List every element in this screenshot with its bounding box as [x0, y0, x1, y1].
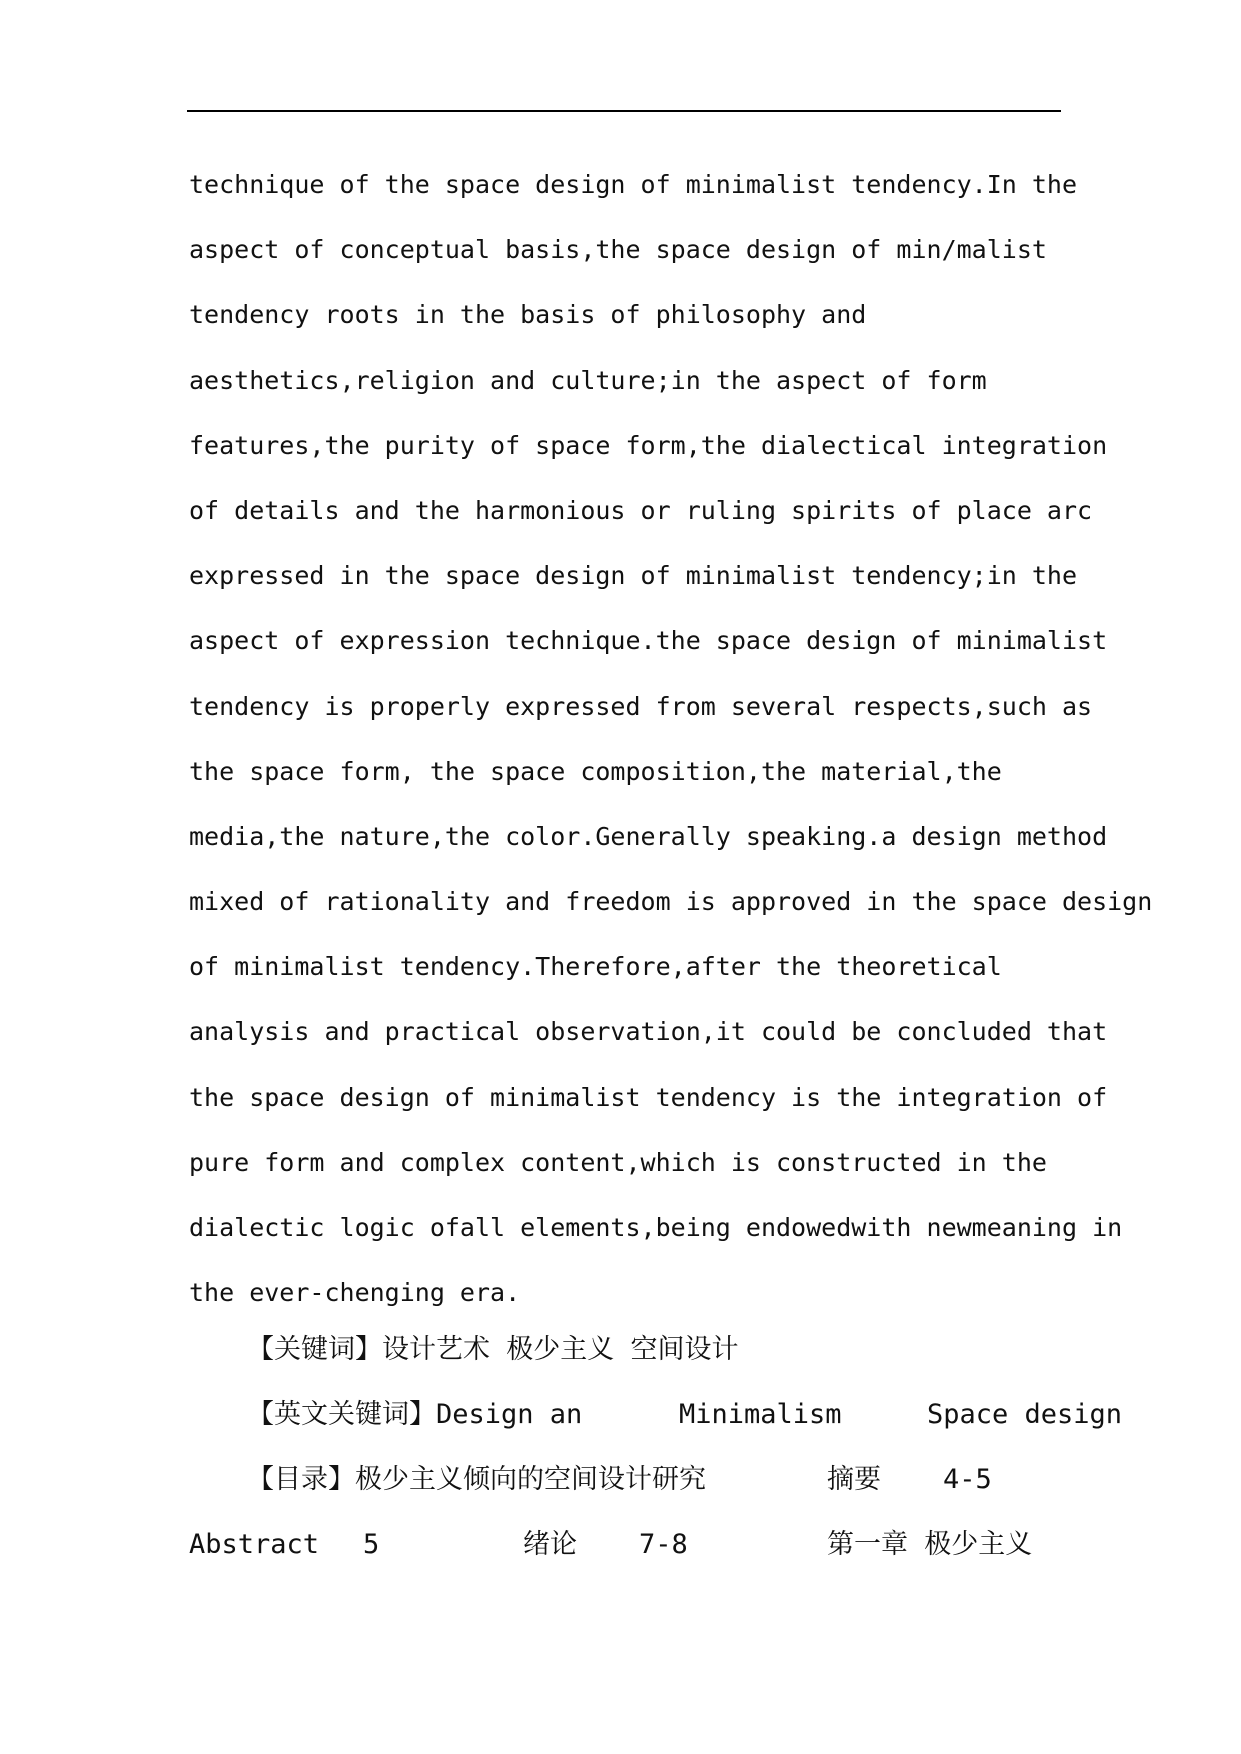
abstract-line: mixed of rationality and freedom is approved in the space design [189, 887, 1153, 917]
toc-item-pages: 4-5 [943, 1464, 992, 1495]
abstract-line: pure form and complex content,which is constructed in the [189, 1147, 1047, 1177]
keywords-line: 【关键词】设计艺术 极少主义 空间设计 [247, 1334, 739, 1365]
abstract-line: analysis and practical observation,it could be concluded that [189, 1017, 1108, 1047]
abstract-line: of details and the harmonious or ruling spirits of place arc [189, 495, 1093, 525]
abstract-line: tendency roots in the basis of philosophy and [189, 300, 867, 330]
abstract-line: the ever-chenging era. [189, 1278, 521, 1308]
abstract-line: aspect of conceptual basis,the space design of min/malist [189, 235, 1047, 265]
abstract-line: media,the nature,the color.Generally speaking.a design method [189, 821, 1108, 851]
abstract-body [189, 152, 1153, 1325]
toc-item-title: Abstract [189, 1529, 320, 1560]
header-rule [187, 110, 1061, 112]
english-keywords-label: 【英文关键词】Design an [247, 1399, 583, 1430]
abstract-line: technique of the space design of minimalist tendency.In the [189, 170, 1078, 199]
abstract-line: expressed in the space design of minimalist tendency;in the [189, 561, 1078, 591]
abstract-line: the space form, the space composition,the material,the [189, 756, 1002, 786]
abstract-line: aspect of expression technique.the space design of minimalist [189, 626, 1108, 656]
english-keyword-space-design: Space design [927, 1399, 1123, 1430]
abstract-line: features,the purity of space form,the dialectical integration [189, 430, 1108, 460]
english-keyword-minimalism: Minimalism [679, 1399, 842, 1430]
abstract-line: tendency is properly expressed from several respects,such as [189, 691, 1093, 721]
toc-label: 【目录】极少主义倾向的空间设计研究 [247, 1464, 706, 1495]
abstract-line: the space design of minimalist tendency is the integration of [189, 1082, 1108, 1112]
toc-item-title: 摘要 [827, 1464, 881, 1495]
toc-item-title: 第一章 极少主义 [827, 1529, 1033, 1560]
abstract-line: dialectic logic ofall elements,being endowedwith newmeaning in [189, 1213, 1123, 1242]
toc-item-pages: 5 [363, 1529, 380, 1560]
abstract-line: aesthetics,religion and culture;in the aspect of form [189, 365, 987, 395]
toc-item-pages: 7-8 [639, 1529, 688, 1560]
abstract-line: of minimalist tendency.Therefore,after the theoretical [189, 952, 1002, 982]
toc-item-title: 绪论 [523, 1529, 577, 1560]
